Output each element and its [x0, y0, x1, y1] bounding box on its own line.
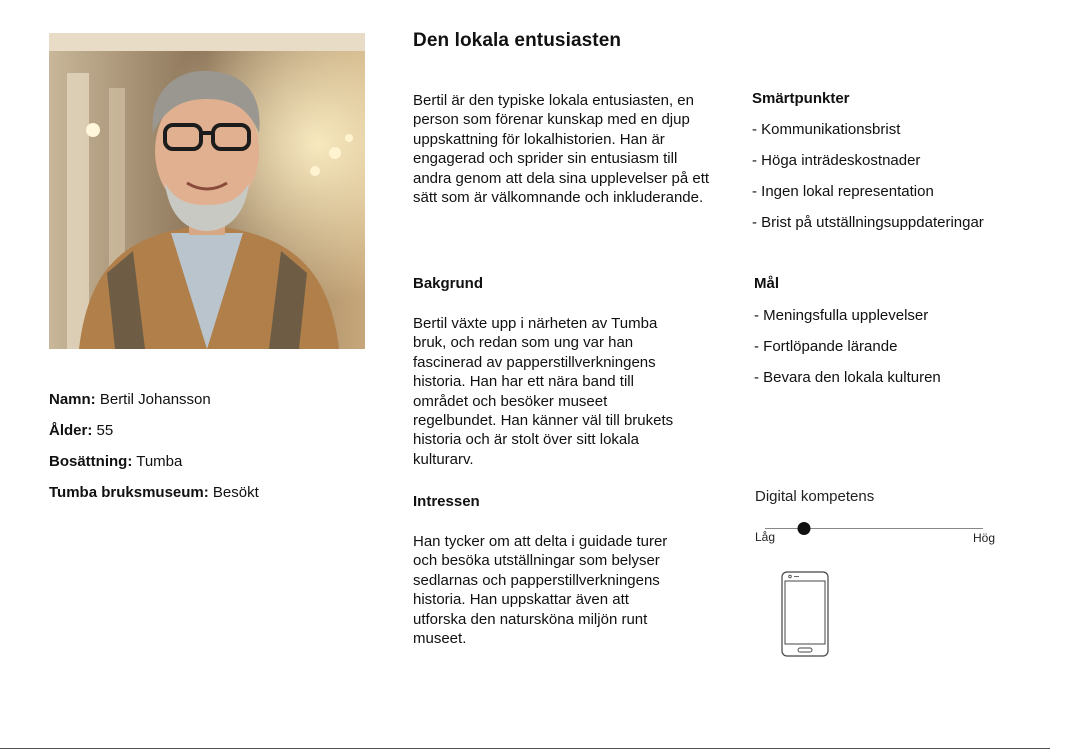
fact-value: 55: [96, 422, 114, 439]
goal-item: - Meningsfulla upplevelser: [754, 307, 929, 324]
interests-heading: Intressen: [413, 493, 480, 510]
portrait-image: [49, 33, 365, 349]
persona-intro: Bertil är den typiske lokala entusiasten, en person som förenar kunskap med en djup uppskattning för lokalhistorien. Han är engagerad och sprider sin entusiasm till andra genom att dela sina upplevelser på ett sätt som är välkomnande och inkluderande.: [413, 92, 710, 207]
persona-title: Den lokala entusiasten: [413, 30, 622, 51]
background-text: Bertil växte upp i närheten av Tumba bruk, och redan som ung var han fascinerad av papperstillverkningens historia. Han har ett nära band till området och besöker museet regelbundet. Han känner väl till brukets historia och är stolt över sitt lokala kulturarv.: [413, 315, 674, 468]
fact-value: Bertil Johansson: [99, 391, 211, 408]
fact-age: [49, 421, 389, 441]
goals-list: [754, 306, 941, 399]
fact-museum: [49, 483, 389, 503]
fact-label: Bosättning:: [49, 453, 133, 470]
pain-point-item: - Höga inträdeskostnader: [752, 152, 921, 169]
goals-heading: Mål: [754, 275, 780, 292]
scale-high-label: Hög: [973, 531, 996, 545]
digital-competence-scale: [765, 522, 983, 534]
page-divider: [0, 748, 1050, 749]
pain-points-heading: Smärtpunkter: [752, 90, 850, 107]
fact-label: Namn:: [49, 391, 96, 408]
persona-portrait: [49, 33, 365, 349]
scale-low-label: Låg: [755, 530, 776, 544]
pain-point-item: - Brist på utställningsuppdateringar: [752, 214, 984, 231]
fact-value: Tumba: [136, 453, 183, 470]
digital-competence-label: Digital kompetens: [755, 488, 875, 505]
goal-item: - Bevara den lokala kulturen: [754, 369, 941, 386]
fact-label: Ålder:: [49, 422, 93, 439]
fact-label: Tumba bruksmuseum:: [49, 484, 209, 501]
fact-name: [49, 390, 389, 410]
scale-marker: [798, 522, 811, 535]
background-heading: Bakgrund: [413, 275, 484, 292]
pain-points-list: [752, 120, 984, 244]
fact-value: Besökt: [212, 484, 259, 501]
smartphone-icon: [781, 571, 829, 662]
interests-text: Han tycker om att delta i guidade turer och besöka utställningar som belyser sedlarnas och papperstillverkningens historia. Han uppskattar även att utforska den natursköna miljön runt museet.: [413, 533, 668, 648]
pain-point-item: - Ingen lokal representation: [752, 183, 934, 200]
pain-point-item: - Kommunikationsbrist: [752, 121, 901, 138]
persona-facts: [49, 390, 389, 514]
goal-item: - Fortlöpande lärande: [754, 338, 898, 355]
fact-residence: [49, 452, 389, 472]
